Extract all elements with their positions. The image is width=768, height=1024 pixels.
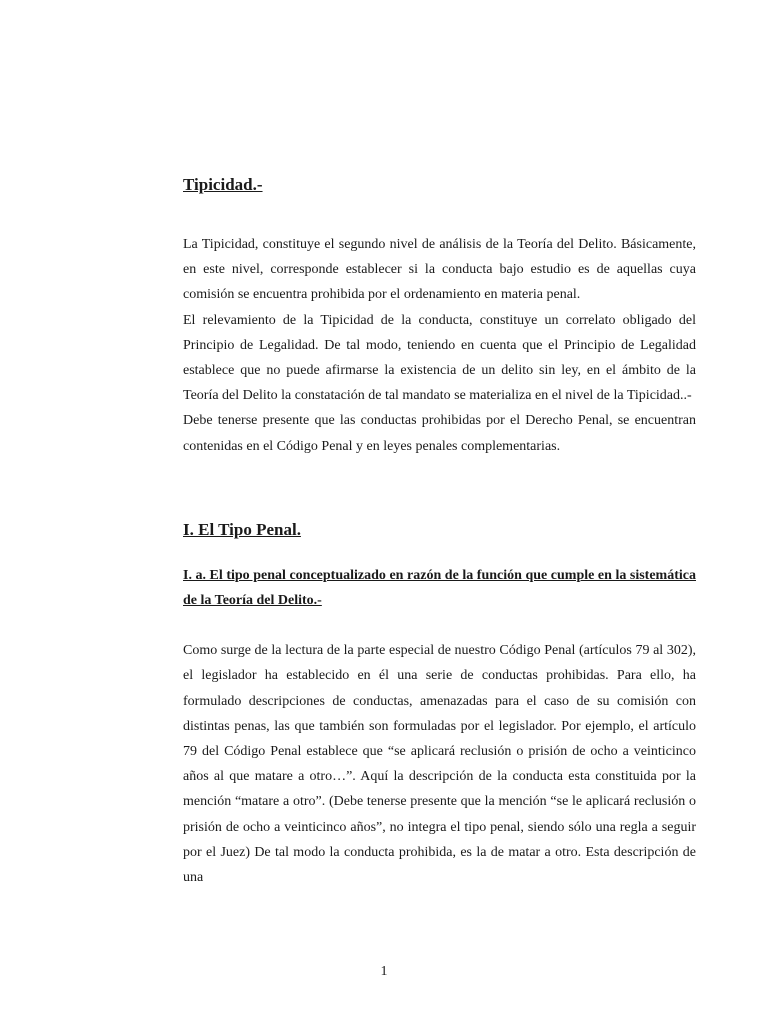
- page-number: 1: [380, 964, 388, 979]
- body-paragraph: Como surge de la lectura de la parte especial de nuestro Código Penal (artículos 79 al 302), el legislador ha establecido en él una serie de conductas prohibidas. Para ello, ha formulado descripciones de conductas, amenazadas para el caso de su comisión con distintas penas, las que también son formuladas por el legislador. Por ejemplo, el artículo 79 del Código Penal establece que “se aplicará reclusión o prisión de ocho a veinticinco años al que matare a otro…”. Aquí la descripción de la conducta esta constituida por la mención “matare a otro”. (Debe tenerse presente que la mención “se le aplicará reclusión o prisión de ocho a veinticinco años”, no integra el tipo penal, siendo sólo una regla a seguir por el Juez) De tal modo la conducta prohibida, es la de matar a otro. Esta descripción de una: [183, 643, 696, 886]
- intro-paragraph-2: El relevamiento de la Tipicidad de la conducta, constituye un correlato obligado del Principio de Legalidad. De tal modo, teniendo en cuenta que el Principio de Legalidad establece que no puede afirmarse la existencia de un delito sin ley, en el ámbito de la Teoría del Delito la constatación de tal mandato se materializa en el nivel de la Tipicidad..-: [183, 312, 696, 404]
- section-heading: I. El Tipo Penal.: [183, 519, 301, 539]
- subsection-heading: I. a. El tipo penal conceptualizado en razón de la función que cumple en la sistemática de la Teoría del Delito.-: [183, 567, 696, 609]
- intro-paragraph-1: La Tipicidad, constituye el segundo nivel de análisis de la Teoría del Delito. Básicamente, en este nivel, corresponde establecer si la conducta bajo estudio es de aquellas cuya comisión se encuentra prohibida por el ordenamiento en materia penal.: [183, 237, 696, 303]
- document-body: [183, 170, 696, 890]
- page-title: Tipicidad.-: [183, 175, 263, 194]
- intro-paragraph-3: Debe tenerse presente que las conductas prohibidas por el Derecho Penal, se encuentran contenidas en el Código Penal y en leyes penales complementarias.: [183, 413, 696, 454]
